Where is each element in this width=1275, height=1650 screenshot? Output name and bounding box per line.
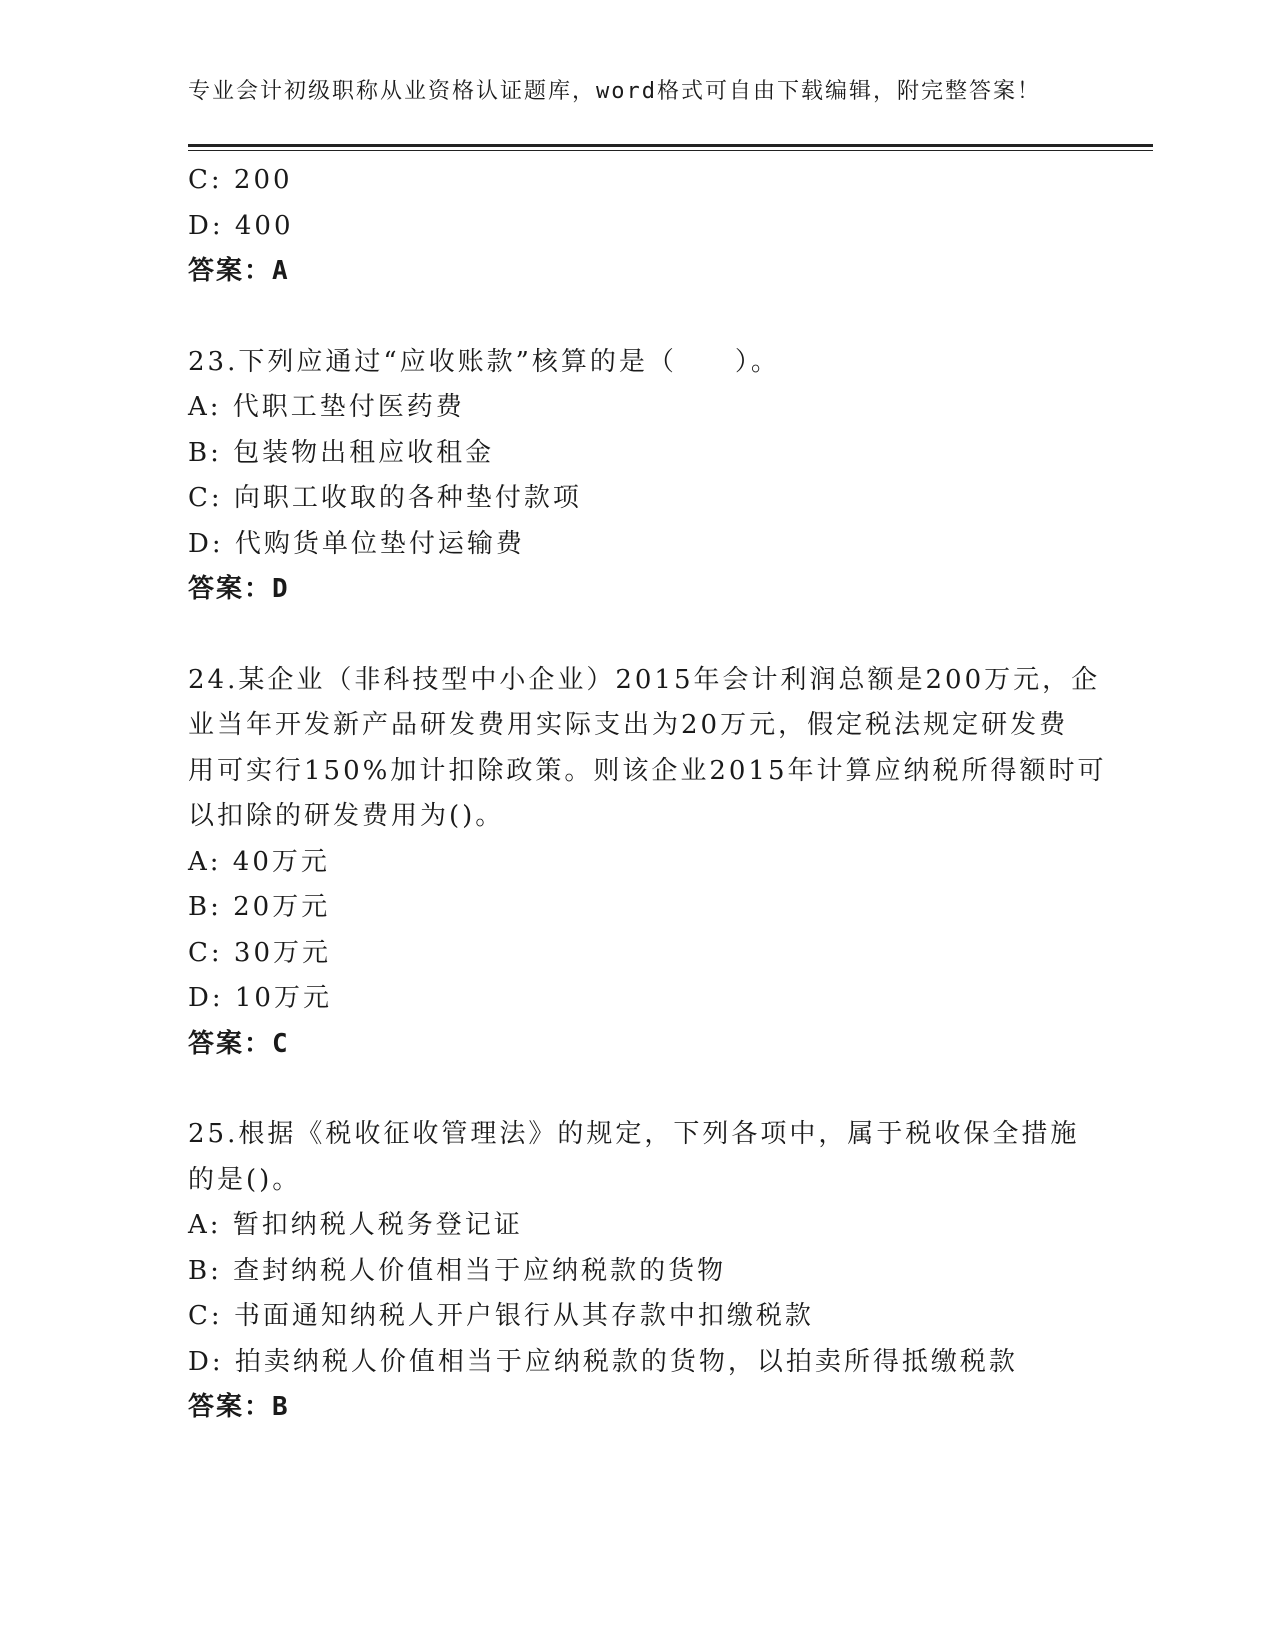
option-c: C: 200 <box>188 165 293 195</box>
option-b: B: 包装物出租应收租金 <box>188 437 495 468</box>
answer-line: 答案：B <box>188 1392 290 1422</box>
question-stem-line: 业当年开发新产品研发费用实际支出为20万元，假定税法规定研发费 <box>188 710 1069 740</box>
option-a: A: 暂扣纳税人税务登记证 <box>188 1210 523 1240</box>
answer-line: 答案：A <box>188 256 290 286</box>
option-c: C: 30万元 <box>188 937 332 968</box>
question-stem: 23.下列应通过“应收账款”核算的是（ ）。 <box>188 346 780 377</box>
question-24 <box>188 658 1107 1068</box>
option-d: D: 代购货单位垫付运输费 <box>188 528 525 559</box>
header-divider-thin <box>188 150 1153 151</box>
question-content <box>188 158 1107 1431</box>
answer-line: 答案：C <box>188 1028 290 1059</box>
option-d: D: 拍卖纳税人价值相当于应纳税款的货物，以拍卖所得抵缴税款 <box>188 1346 1018 1377</box>
answer-line: 答案：D <box>188 574 290 604</box>
option-d: D: 400 <box>188 210 294 241</box>
question-stem-line: 用可实行150%加计扣除政策。则该企业2015年计算应纳税所得额时可 <box>188 755 1107 786</box>
question-23 <box>188 340 1088 613</box>
question-stem-line: 以扣除的研发费用为()。 <box>188 801 505 831</box>
header-divider-thick <box>188 144 1153 147</box>
option-c: C: 书面通知纳税人开户银行从其存款中扣缴税款 <box>188 1301 814 1331</box>
option-a: A: 代职工垫付医药费 <box>188 392 465 422</box>
page-header: 专业会计初级职称从业资格认证题库，word格式可自由下载编辑，附完整答案！ <box>188 79 1041 104</box>
option-d: D: 10万元 <box>188 983 332 1013</box>
option-a: A: 40万元 <box>188 846 330 877</box>
option-b: B: 20万元 <box>188 892 331 922</box>
question-stem-line: 24.某企业（非科技型中小企业）2015年会计利润总额是200万元，企 <box>188 664 1101 695</box>
question-25 <box>188 1112 1088 1431</box>
question-stem-line: 的是()。 <box>188 1164 302 1195</box>
question-stem-line: 25.根据《税收征收管理法》的规定，下列各项中，属于税收保全措施 <box>188 1119 1080 1149</box>
option-b: B: 查封纳税人价值相当于应纳税款的货物 <box>188 1255 727 1286</box>
option-c: C: 向职工收取的各种垫付款项 <box>188 483 582 513</box>
